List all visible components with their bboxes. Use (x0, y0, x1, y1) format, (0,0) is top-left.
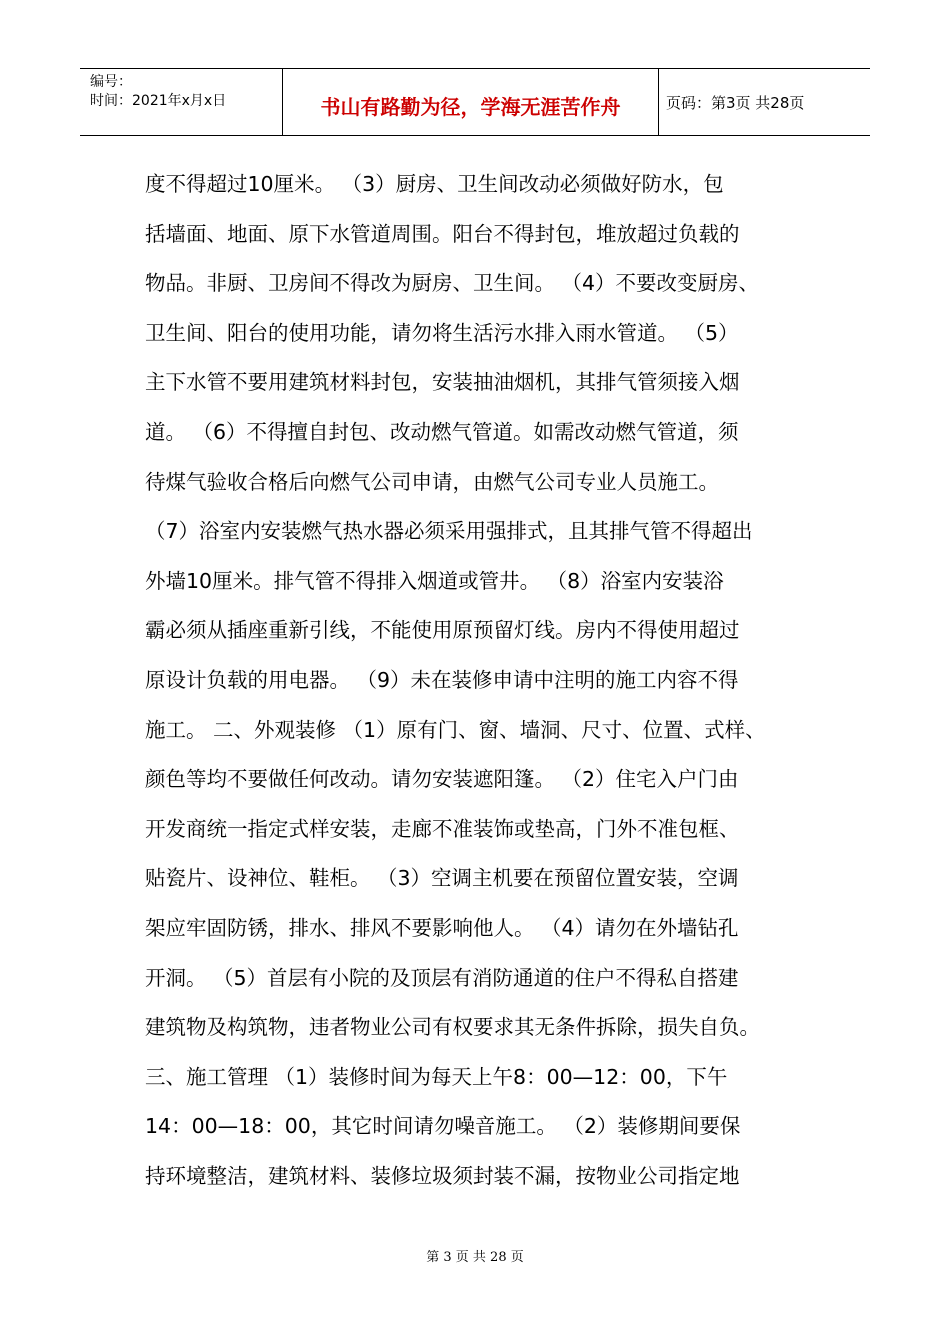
document-number-label: 编号： (90, 74, 132, 90)
header-divider (658, 69, 659, 135)
page-header (80, 68, 870, 136)
body-line: 主下水管不要用建筑材料封包，安装抽油烟机，其排气管须接入烟 (145, 370, 740, 395)
body-line: 卫生间、阳台的使用功能，请勿将生活污水排入雨水管道。 （5） (145, 320, 739, 345)
body-line: 道。 （6）不得擅自封包、改动燃气管道。如需改动燃气管道，须 (145, 419, 739, 444)
header-motto: 书山有路勤为径，学海无涯苦作舟 (320, 95, 621, 119)
body-line: 架应牢固防锈，排水、排风不要影响他人。 （4）请勿在外墙钻孔 (145, 915, 739, 940)
body-line: 持环境整洁，建筑材料、装修垃圾须封装不漏，按物业公司指定地 (145, 1163, 740, 1188)
body-line: （7）浴室内安装燃气热水器必须采用强排式，且其排气管不得超出 (145, 519, 753, 544)
body-line: 原设计负载的用电器。 （9）未在装修申请中注明的施工内容不得 (145, 667, 739, 692)
body-line: 开洞。 （5）首层有小院的及顶层有消防通道的住户不得私自搭建 (145, 965, 739, 990)
body-line: 14：00—18：00，其它时间请勿噪音施工。 （2）装修期间要保 (145, 1114, 741, 1139)
body-line: 施工。 二、外观装修 （1）原有门、窗、墙洞、尺寸、位置、式样、 (145, 717, 766, 742)
body-line: 物品。非厨、卫房间不得改为厨房、卫生间。 （4）不要改变厨房、 (145, 271, 760, 296)
document-date-label: 时间：2021年x月x日 (90, 93, 227, 109)
body-line: 外墙10厘米。排气管不得排入烟道或管井。 （8）浴室内安装浴 (145, 568, 724, 593)
body-line: 待煤气验收合格后向燃气公司申请，由燃气公司专业人员施工。 (145, 469, 719, 494)
body-line: 贴瓷片、设神位、鞋柜。 （3）空调主机要在预留位置安装，空调 (145, 866, 739, 891)
body-line: 开发商统一指定式样安装，走廊不准装饰或垫高，门外不准包框、 (145, 816, 740, 841)
body-line: 建筑物及构筑物，违者物业公司有权要求其无条件拆除，损失自负。 (145, 1015, 760, 1040)
page-footer: 第 3 页 共 28 页 (426, 1250, 524, 1265)
body-line: 颜色等均不要做任何改动。请勿安装遮阳篷。 （2）住宅入户门由 (145, 767, 739, 792)
body-line: 霸必须从插座重新引线，不能使用原预留灯线。房内不得使用超过 (145, 618, 740, 643)
body-line: 三、施工管理 （1）装修时间为每天上午8：00—12：00，下午 (145, 1064, 728, 1089)
body-line: 括墙面、地面、原下水管道周围。阳台不得封包，堆放超过负载的 (145, 221, 740, 246)
body-line: 度不得超过10厘米。 （3）厨房、卫生间改动必须做好防水，包 (145, 172, 724, 196)
header-meta (90, 73, 226, 111)
header-page-info: 页码：第3页 共28页 (666, 94, 805, 112)
document-body (145, 160, 825, 1201)
